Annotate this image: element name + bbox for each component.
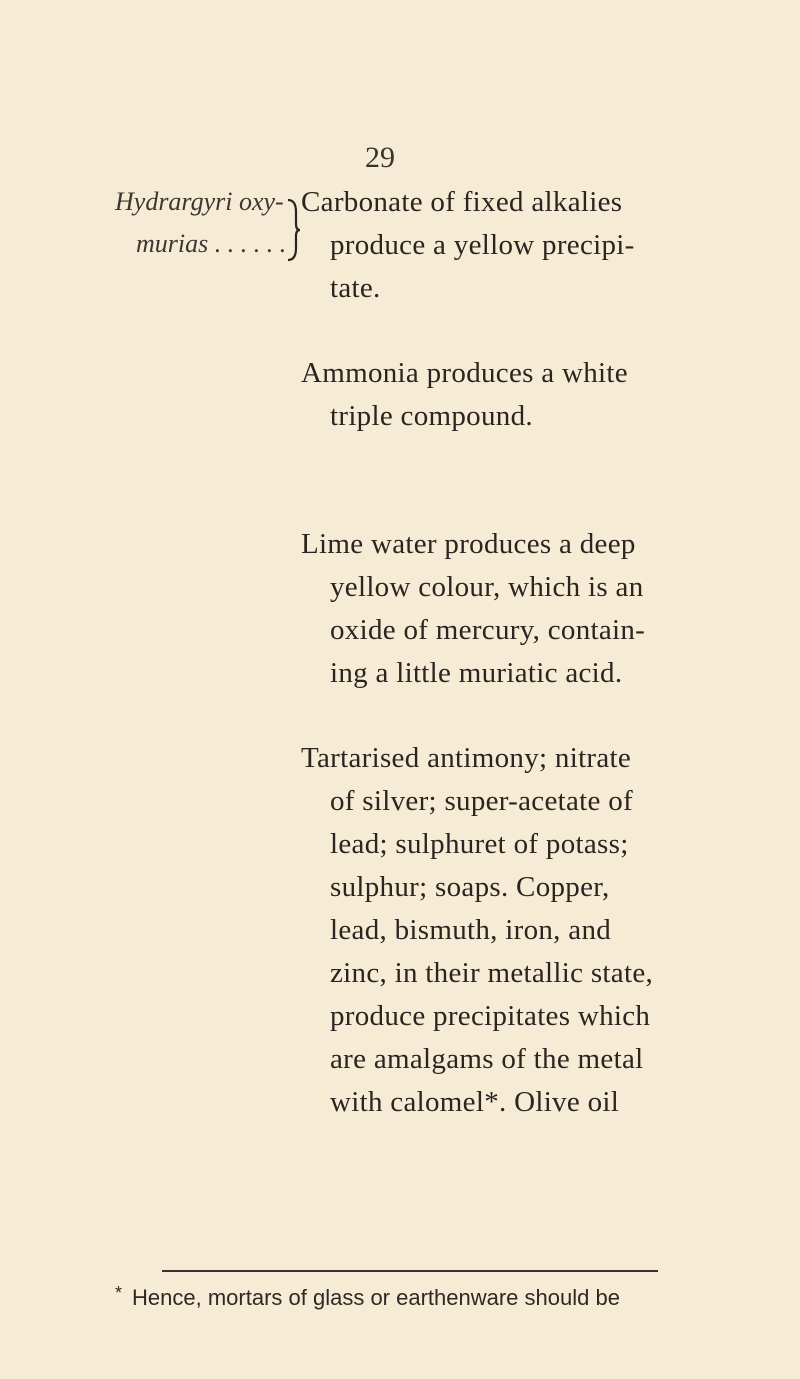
reaction-4-line-9: with calomel*. Olive oil	[330, 1086, 620, 1118]
reaction-4-line-4: sulphur; soaps. Copper,	[330, 871, 610, 903]
reaction-3-line-4: ing a little muriatic acid.	[330, 657, 623, 689]
reaction-2-line-2: triple compound.	[330, 400, 533, 432]
reaction-4-line-5: lead, bismuth, iron, and	[330, 914, 612, 946]
reaction-3-line-1: Lime water produces a deep	[301, 528, 636, 560]
footnote-text: Hence, mortars of glass or earthenware should be	[132, 1285, 620, 1310]
reaction-4-line-1: Tartarised antimony; nitrate	[301, 742, 632, 774]
page-number: 29	[365, 141, 395, 174]
reaction-1-line-2: produce a yellow precipi-	[330, 229, 635, 261]
brace	[285, 198, 301, 262]
reaction-4-line-6: zinc, in their metallic state,	[330, 957, 654, 989]
brace-path	[288, 200, 300, 260]
reaction-1-line-1: Carbonate of fixed alkalies	[301, 186, 623, 218]
entry-term-line-2: murias . . . . . .	[136, 229, 287, 258]
reaction-1-line-3: tate.	[330, 272, 381, 304]
reaction-3-line-2: yellow colour, which is an	[330, 571, 644, 603]
reaction-4-line-2: of silver; super-acetate of	[330, 785, 634, 817]
reaction-4-line-7: produce precipitates which	[330, 1000, 651, 1032]
footnote-mark: *	[115, 1283, 123, 1303]
footnote	[115, 1285, 620, 1311]
reaction-3-line-3: oxide of mercury, contain-	[330, 614, 646, 646]
entry-term-line-1: Hydrargyri oxy-	[115, 187, 284, 216]
reaction-4-line-8: are amalgams of the metal	[330, 1043, 644, 1075]
reaction-2-line-1: Ammonia produces a white	[301, 357, 628, 389]
footnote-rule	[162, 1270, 658, 1272]
reaction-4-line-3: lead; sulphuret of potass;	[330, 828, 629, 860]
